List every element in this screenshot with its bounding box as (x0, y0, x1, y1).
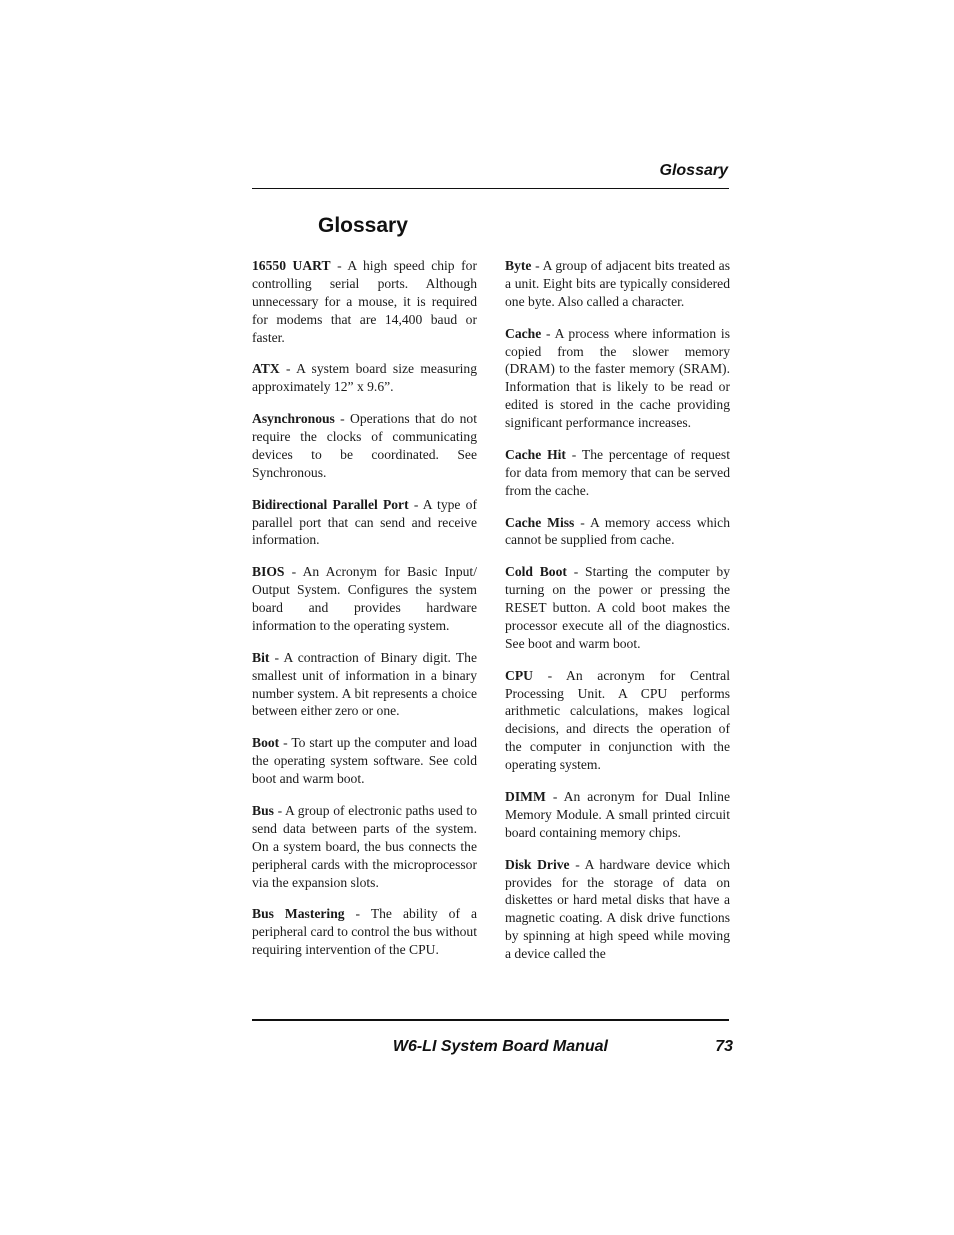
glossary-term: Cold Boot (505, 564, 567, 580)
glossary-term: DIMM (505, 789, 546, 804)
header-rule (252, 188, 729, 189)
glossary-definition: - A process where information is copied from the slower memory (DRAM) to the faster memory (SRAM). Information that is likely to be read or edited is stored in the cache providing significant performance increases. (505, 325, 730, 431)
glossary-definition: - Operations that do not require the clocks of communicating devices to be coordinated. See Synchronous. (252, 411, 477, 480)
footer-rule (252, 1019, 729, 1021)
glossary-entry (505, 856, 730, 963)
glossary-definition: - A memory access which cannot be supplied from cache. (505, 514, 730, 548)
glossary-term: ATX (252, 361, 280, 377)
glossary-term: Boot (252, 735, 280, 751)
glossary-entry (505, 514, 730, 550)
glossary-definition: - A group of adjacent bits treated as a unit. Eight bits are typically considered one byte. Also called a character. (505, 258, 730, 309)
page-title: Glossary (318, 214, 408, 237)
glossary-entry (505, 563, 730, 653)
glossary-term: Byte (505, 258, 532, 273)
glossary-term: BIOS (252, 564, 285, 580)
glossary-term: Bus Mastering (252, 906, 345, 922)
glossary-definition: - A hardware device which provides for the storage of data on diskettes or hard metal disks that have a magnetic coating. A disk drive functions by spinning at high speed while moving a device called the (505, 856, 730, 962)
glossary-entry (505, 325, 730, 432)
glossary-entry (252, 496, 477, 550)
glossary-term: 16550 UART (252, 258, 331, 273)
running-header: Glossary (659, 162, 728, 179)
glossary-definition: - A contraction of Binary digit. The smallest unit of information in a binary number system. A bit represents a choice between either zero or one. (252, 649, 477, 719)
glossary-entry (505, 667, 730, 774)
glossary-entry (505, 257, 730, 311)
glossary-entry (505, 446, 730, 500)
glossary-definition: - An acronym for Central Processing Unit. A CPU performs arithmetic calculations, makes logical decisions, and directs the operation of the computer in conjunction with the operating system. (505, 667, 730, 773)
page-number: 73 (715, 1038, 733, 1055)
glossary-entry (252, 905, 477, 959)
glossary-definition: - Starting the computer by turning on the power or pressing the RESET button. A cold boot makes the processor execute all of the diagnostics. See boot and warm boot. (505, 564, 730, 651)
footer-manual-title: W6-LI System Board Manual (392, 1038, 608, 1055)
glossary-definition: - The percentage of request for data from memory that can be served from the cache. (505, 446, 730, 498)
glossary-definition: - An acronym for Dual Inline Memory Module. A small printed circuit board containing memory chips. (505, 789, 730, 840)
glossary-term: Cache Hit (505, 446, 566, 462)
glossary-entry (505, 788, 730, 842)
glossary-entry (252, 257, 477, 347)
glossary-definition: - A high speed chip for controlling serial ports. Although unnecessary for a mouse, it is required for modems that are 14,400 baud or faster. (252, 258, 477, 345)
glossary-definition: - To start up the computer and load the operating system software. See cold boot and warm boot. (252, 735, 477, 787)
glossary-term: Bidirectional Parallel Port (252, 496, 409, 512)
glossary-term: CPU (505, 667, 533, 683)
glossary-term: Asynchronous (252, 411, 335, 427)
glossary-definition: - The ability of a peripheral card to control the bus without requiring intervention of the CPU. (252, 906, 478, 958)
glossary-entry (252, 802, 477, 892)
glossary-term: Bus (252, 802, 274, 818)
glossary-term: Bit (252, 649, 270, 665)
glossary-term: Disk Drive (505, 856, 570, 872)
glossary-column-left (252, 257, 477, 973)
glossary-definition: - An Acronym for Basic Input/ Output System. Configures the system board and provides hardware information to the operating system. (252, 564, 477, 633)
glossary-definition: - A group of electronic paths used to send data between parts of the system. On a system board, the bus connects the peripheral cards with the microprocessor via the expansion slots. (252, 802, 477, 890)
glossary-definition: - A type of parallel port that can send and receive information. (252, 496, 477, 548)
glossary-term: Cache (505, 325, 542, 341)
glossary-column-right (505, 257, 730, 977)
glossary-entry (252, 410, 477, 482)
glossary-entry (252, 360, 477, 396)
glossary-entry (252, 563, 477, 635)
glossary-entry (252, 734, 477, 788)
glossary-definition: - A system board size measuring approximately 12” x 9.6”. (252, 361, 477, 395)
glossary-entry (252, 649, 477, 721)
glossary-term: Cache Miss (505, 514, 575, 530)
